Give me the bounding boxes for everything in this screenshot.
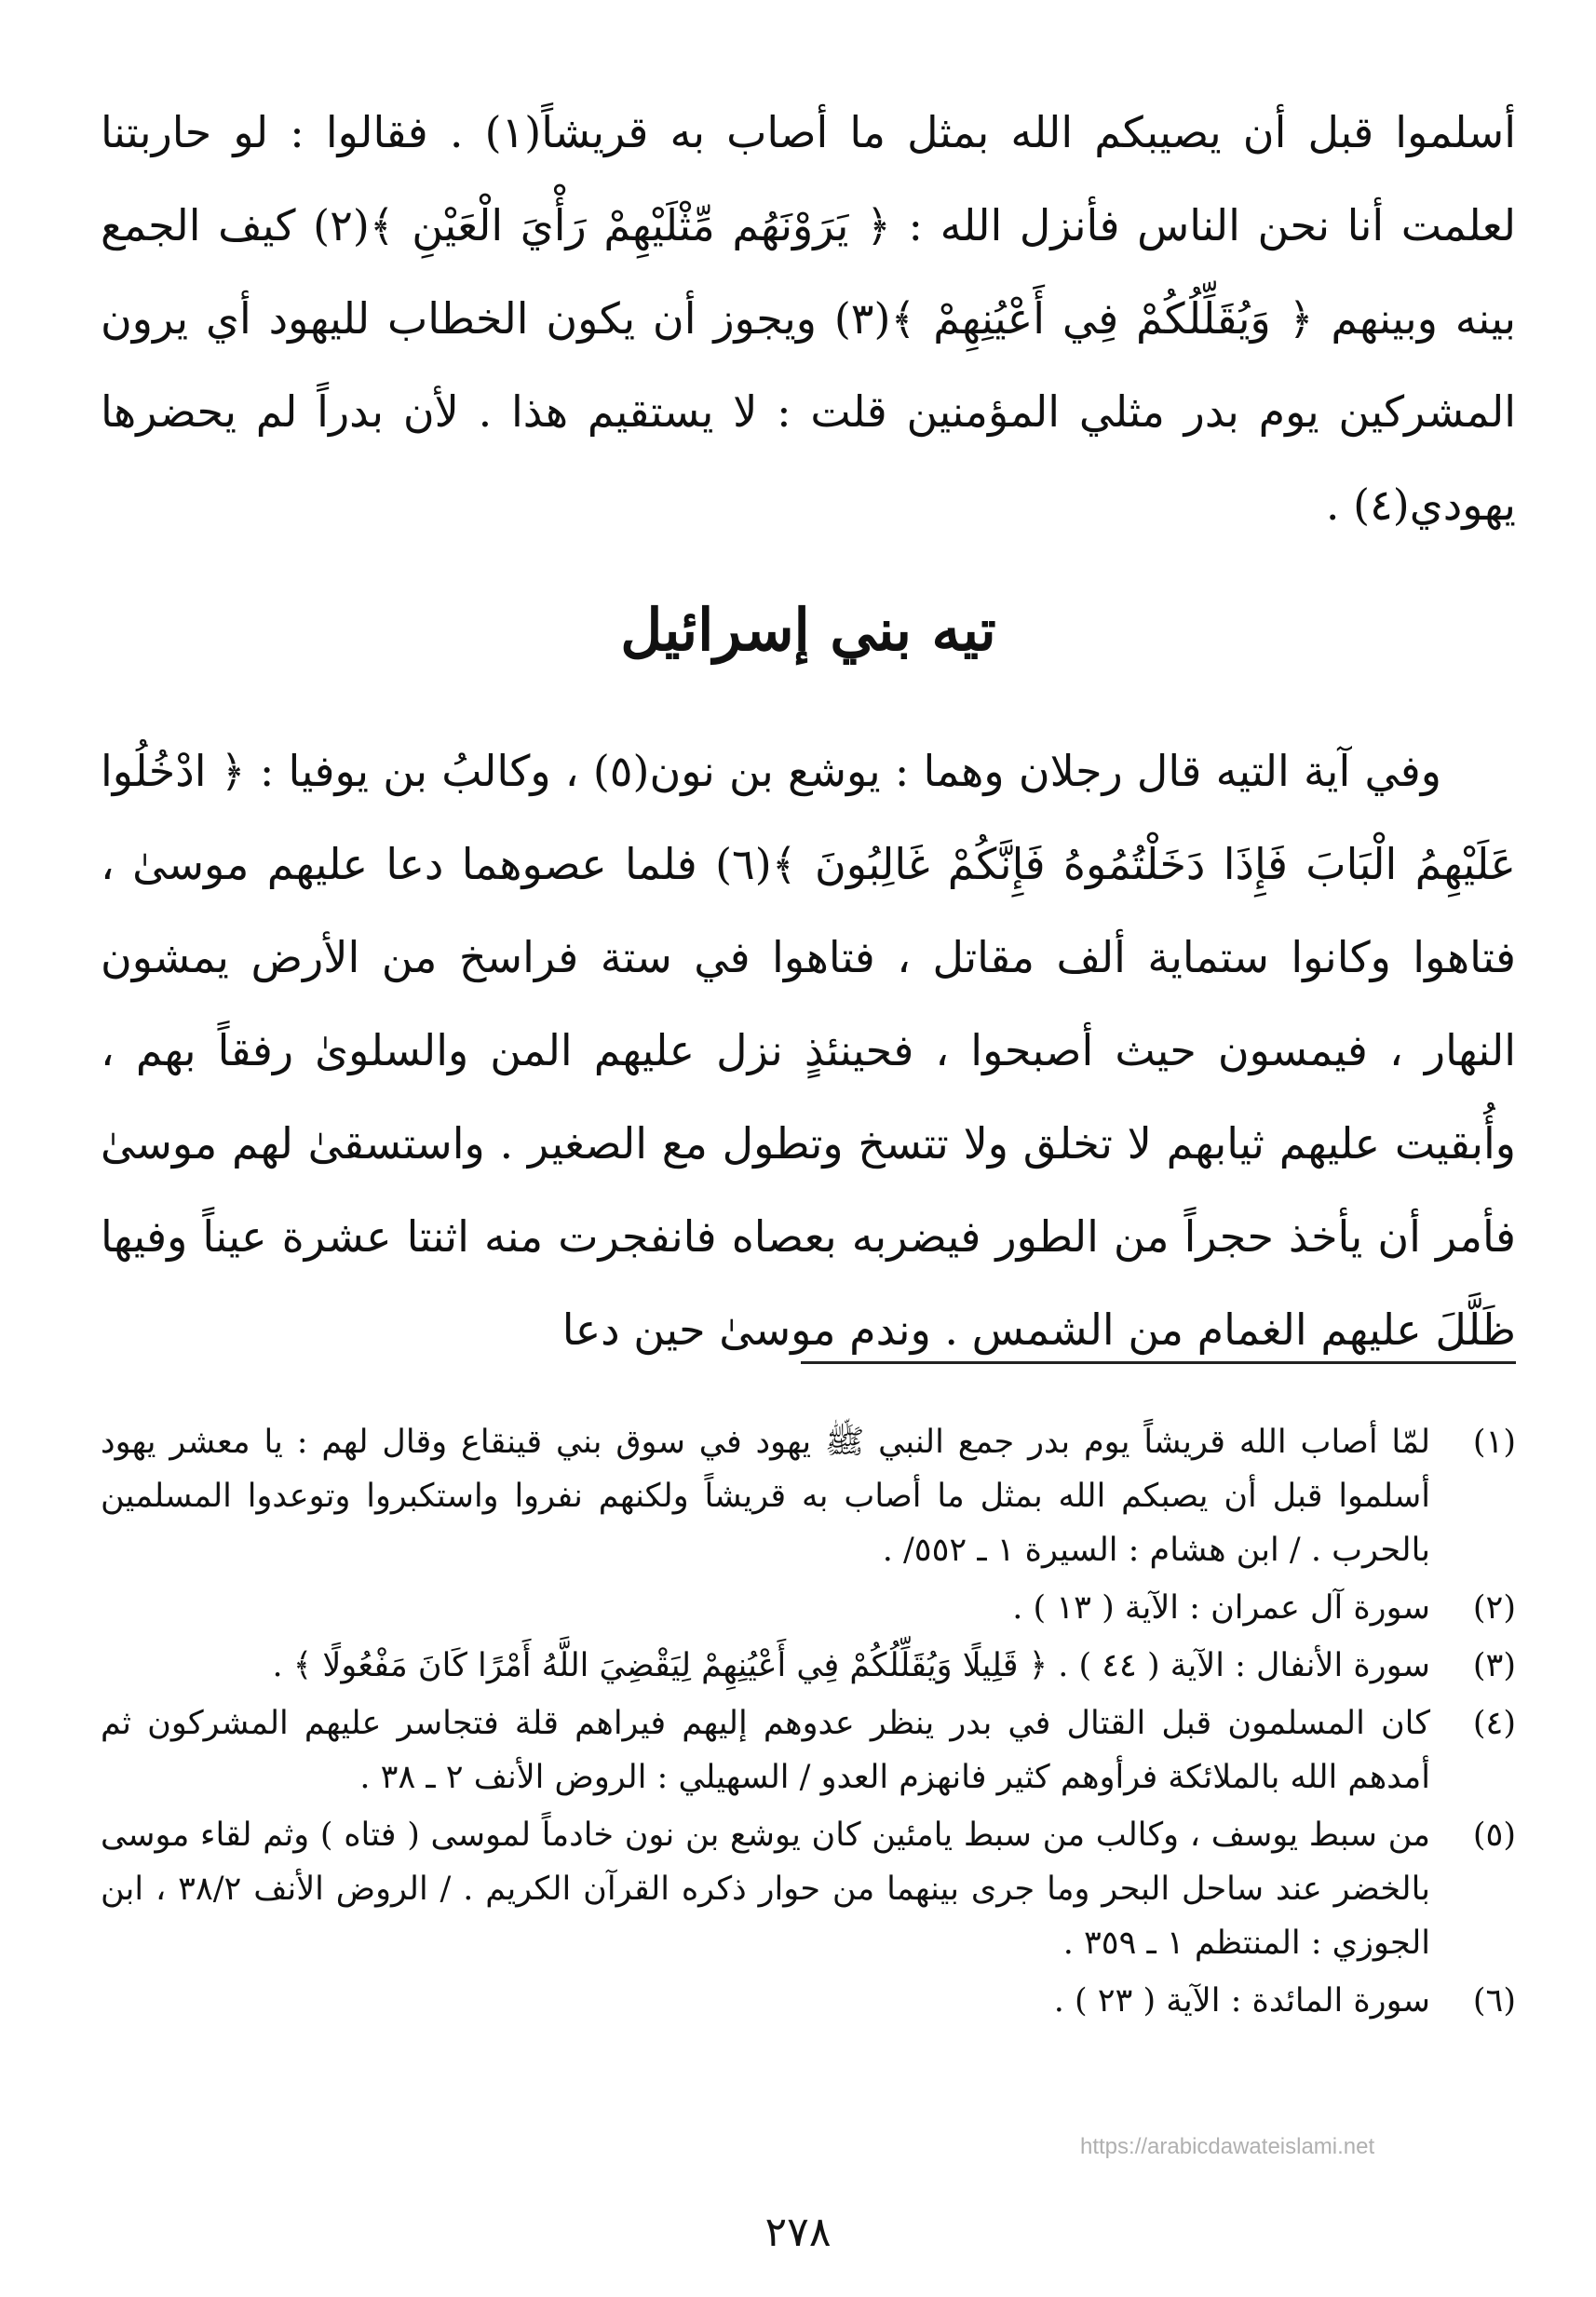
footnote-item [101, 1581, 1516, 1635]
footnote-number: (٣) [1472, 1647, 1516, 1684]
footnote-item [101, 1974, 1516, 2028]
footnote-text: من سبط يوسف ، وكالب من سبط يامئين كان يوشع بن نون خادماً لموسى ( فتاه ) وثم لقاء موسى بالخضر عند ساحل البحر وما جرى بينهما من حوار ذكره القرآن الكريم . / الروض الأنف ٣٨/٢ ، ابن الجوزي : المنتظم ١ ـ ٣٥٩ . [101, 1817, 1430, 1962]
body-paragraph-1: أسلموا قبل أن يصيبكم الله بمثل ما أصاب به قريشاً(١) . فقالوا : لو حاربتنا لعلمت أنا نحن الناس فأنزل الله : ﴿ يَرَوْنَهُم مِّثْلَيْهِمْ رَأْيَ الْعَيْنِ ﴾(٢) كيف الجمع بينه وبينهم ﴿ وَيُقَلِّلُكُمْ فِي أَعْيُنِهِمْ ﴾(٣) ويجوز أن يكون الخطاب لليهود أي يرون المشركين يوم بدر مثلي المؤمنين قلت : لا يستقيم هذا . لأن بدراً لم يحضرها يهودي(٤) . [101, 107, 1517, 530]
footnote-separator [801, 1361, 1516, 1364]
footnote-number: (٦) [1472, 1982, 1516, 2020]
section-heading: تيه بني إسرائيل [620, 596, 996, 664]
page-number: ٢٧٨ [764, 2209, 832, 2256]
footnotes-list [101, 1415, 1516, 2032]
footnote-text: سورة آل عمران : الآية ( ١٣ ) . [1012, 1589, 1430, 1627]
footnote-text: سورة الأنفال : الآية ( ٤٤ ) . ﴿ قَلِيلًا وَيُقَلِّلُكُمْ فِي أَعْيُنِهِمْ لِيَقْضِيَ اللَّهُ أَمْرًا كَانَ مَفْعُولًا ﴾ . [272, 1647, 1430, 1684]
footnote-item [101, 1639, 1516, 1693]
footnote-item [101, 1696, 1516, 1804]
footnote-number: (١) [1472, 1424, 1516, 1461]
footnote-item [101, 1415, 1516, 1577]
footnote-item [101, 1808, 1516, 1970]
footnote-number: (٢) [1472, 1589, 1516, 1627]
footnote-text: لمّا أصاب الله قريشاً يوم بدر جمع النبي ﷺ يهود في سوق بني قينقاع وقال لهم : يا معشر يهود أسلموا قبل أن يصبكم الله بمثل ما أصاب به قريشاً ولكنهم نفروا واستكبروا وتوعدوا المسلمين بالحرب . / ابن هشام : السيرة ١ ـ ٥٥٢/ . [101, 1424, 1430, 1569]
footnote-text: سورة المائدة : الآية ( ٢٣ ) . [1053, 1982, 1430, 2020]
footnote-number: (٥) [1472, 1817, 1516, 1854]
footnote-text: كان المسلمون قبل القتال في بدر ينظر عدوهم إليهم فيراهم قلة فتجاسر عليهم المشركون ثم أمدهم الله بالملائكة فرأوهم كثير فانهزم العدو / السهيلي : الروض الأنف ٢ ـ ٣٨ . [101, 1705, 1430, 1796]
footnote-number: (٤) [1472, 1705, 1516, 1742]
body-paragraph-2: وفي آية التيه قال رجلان وهما : يوشع بن نون(٥) ، وكالبُ بن يوفيا : ﴿ ادْخُلُوا عَلَيْهِمُ الْبَابَ فَإِذَا دَخَلْتُمُوهُ فَإِنَّكُمْ غَالِبُونَ ﴾(٦) فلما عصوهما دعا عليهم موسىٰ ، فتاهوا وكانوا ستماية ألف مقاتل ، فتاهوا في ستة فراسخ من الأرض يمشون النهار ، فيمسون حيث أصبحوا ، فحينئذٍ نزل عليهم المن والسلوىٰ رفقاً بهم ، وأُبقيت عليهم ثيابهم لا تخلق ولا تتسخ وتطول مع الصغير . واستسقىٰ لهم موسىٰ فأمر أن يأخذ حجراً من الطور فيضربه بعصاه فانفجرت منه اثنتا عشرة عيناً وفيها ظَلَّلَ عليهم الغمام من الشمس . وندم موسىٰ حين دعا [101, 746, 1516, 1355]
watermark-url[interactable]: https://arabicdawateislami.net [1080, 2134, 1375, 2159]
